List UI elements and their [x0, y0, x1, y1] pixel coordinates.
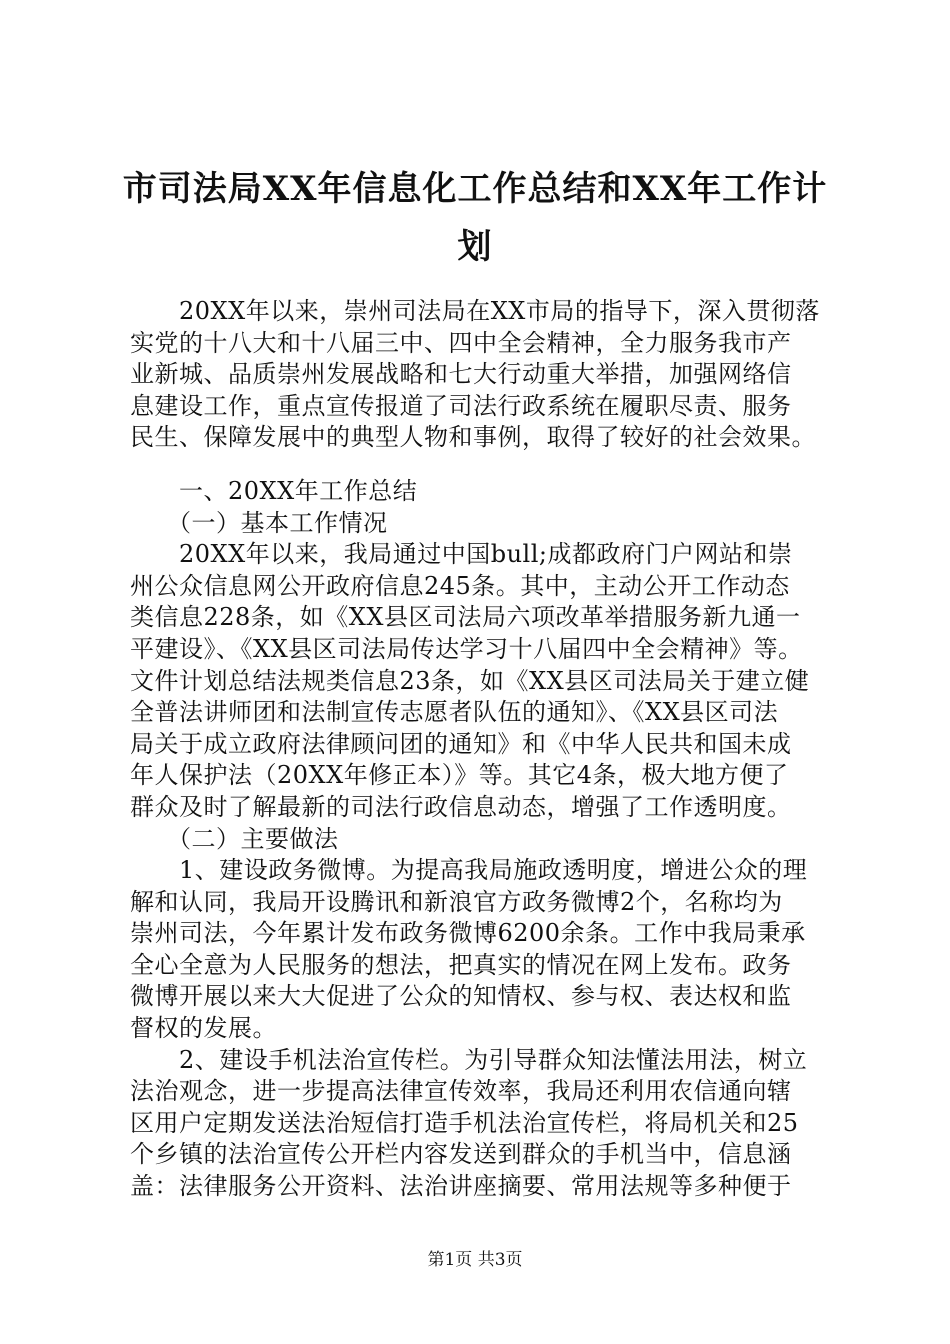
text-line: 实党的十八大和十八届三中、四中全会精神，全力服务我市产	[130, 328, 792, 357]
text-line: 个乡镇的法治宣传公开栏内容发送到群众的手机当中，信息涵	[130, 1140, 792, 1169]
text-line: 1、建设政务微博。为提高我局施政透明度，增进公众的理	[130, 856, 808, 885]
text-line: 类信息228条，如《XX县区司法局六项改革举措服务新九通一	[130, 603, 801, 632]
text-line: 区用户定期发送法治短信打造手机法治宣传栏，将局机关和25	[130, 1108, 799, 1137]
text-line: 息建设工作，重点宣传报道了司法行政系统在履职尽责、服务	[130, 391, 792, 420]
text-line: 微博开展以来大大促进了公众的知情权、参与权、表达权和监	[130, 982, 792, 1011]
text-line: 全心全意为人民服务的想法，把真实的情况在网上发布。政务	[130, 950, 792, 979]
title-line: 划	[457, 227, 493, 267]
subsection-heading: （二）主要做法	[130, 824, 339, 853]
intro-paragraph	[130, 296, 830, 454]
text-line: 20XX年以来，我局通过中国bull;成都政府门户网站和崇	[130, 540, 793, 569]
document-title	[120, 160, 830, 276]
text-line: 民生、保障发展中的典型人物和事例，取得了较好的社会效果。	[130, 423, 816, 452]
text-line: 文件计划总结法规类信息23条，如《XX县区司法局关于建立健	[130, 666, 810, 695]
section-heading: 一、20XX年工作总结	[130, 476, 418, 505]
text-line: 2、建设手机法治宣传栏。为引导群众知法懂法用法，树立	[130, 1045, 808, 1074]
title-line: 市司法局XX年信息化工作总结和XX年工作计	[122, 169, 828, 209]
text-line: 州公众信息网公开政府信息245条。其中，主动公开工作动态	[130, 571, 790, 600]
text-line: 局关于成立政府法律顾问团的通知》和《中华人民共和国未成	[130, 729, 792, 758]
summary-section	[130, 476, 830, 1203]
text-line: 全普法讲师团和法制宣传志愿者队伍的通知》、《XX县区司法	[130, 698, 779, 727]
text-line: 盖：法律服务公开资料、法治讲座摘要、常用法规等多种便于	[130, 1172, 792, 1201]
text-line: 群众及时了解最新的司法行政信息动态，增强了工作透明度。	[130, 792, 792, 821]
text-line: 督权的发展。	[130, 1014, 277, 1043]
paragraph-gap	[130, 454, 830, 476]
text-line: 法治观念，进一步提高法律宣传效率，我局还利用农信通向辖	[130, 1077, 792, 1106]
text-line: 平建设》、《XX县区司法局传达学习十八届四中全会精神》等。	[130, 634, 803, 663]
text-line: 解和认同，我局开设腾讯和新浪官方政务微博2个，名称均为	[130, 887, 783, 916]
subsection-heading: （一）基本工作情况	[130, 508, 388, 537]
text-line: 业新城、品质崇州发展战略和七大行动重大举措，加强网络信	[130, 360, 792, 389]
document-body	[130, 296, 830, 1203]
text-line: 年人保护法（20XX年修正本）》等。其它4条，极大地方便了	[130, 761, 789, 790]
page-number-footer: 第1页 共3页	[427, 1250, 523, 1270]
text-line: 20XX年以来，崇州司法局在XX市局的指导下，深入贯彻落	[130, 297, 820, 325]
text-line: 崇州司法，今年累计发布政务微博6200余条。工作中我局秉承	[130, 919, 806, 948]
